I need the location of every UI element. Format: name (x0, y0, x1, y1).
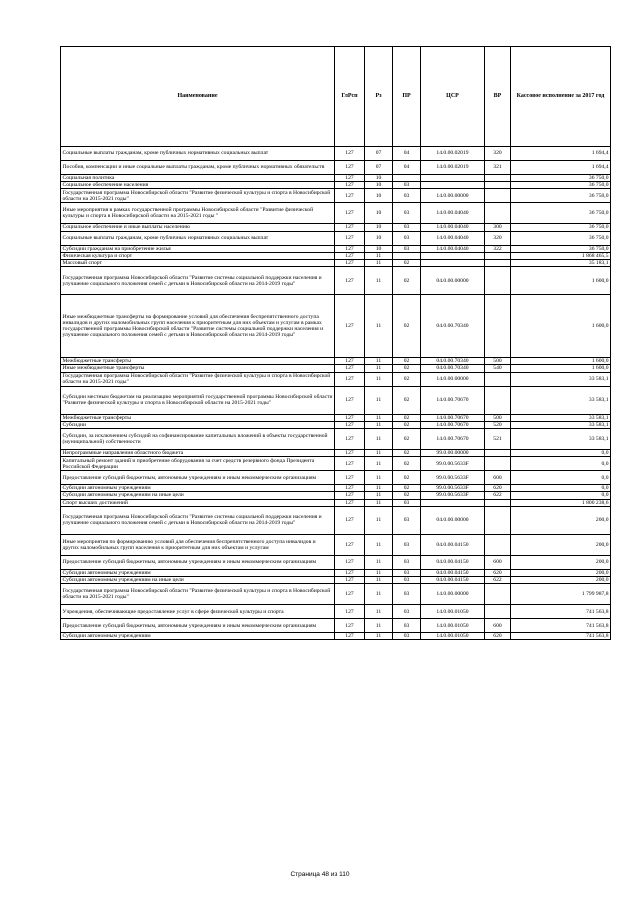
cell-rz: 11 (365, 252, 393, 259)
cell-csr: 04.0.00.70340 (421, 295, 485, 358)
cell-pr: 02 (393, 485, 421, 492)
cell-vr: 622 (485, 577, 511, 584)
cell-vr: 520 (485, 421, 511, 428)
cell-grs: 127 (335, 457, 365, 471)
table-row (61, 619, 611, 633)
cell-rz: 10 (365, 224, 393, 231)
table-header-row (61, 47, 611, 147)
cell-vr (485, 182, 511, 189)
cell-amount: 1 694,4 (511, 161, 611, 175)
cell-name: Государственная программа Новосибирской области "Развитие системы социальной поддержки населения и улучшение социального положения семей с детьми в Новосибирской области на 2014-2019 годы" (61, 267, 335, 295)
cell-name: Субсидии (61, 421, 335, 428)
cell-rz: 11 (365, 499, 393, 506)
cell-amount: 1 600,0 (511, 267, 611, 295)
cell-grs: 127 (335, 175, 365, 182)
cell-rz: 10 (365, 203, 393, 224)
cell-grs: 127 (335, 499, 365, 506)
cell-grs: 127 (335, 147, 365, 161)
cell-vr (485, 267, 511, 295)
cell-csr: 14.0.00.00000 (421, 372, 485, 386)
cell-csr: 14.0.00.01050 (421, 619, 485, 633)
cell-vr: 622 (485, 492, 511, 499)
table-row (61, 252, 611, 259)
cell-pr: 03 (393, 555, 421, 569)
cell-pr: 03 (393, 506, 421, 534)
cell-amount: 1 600,0 (511, 358, 611, 365)
cell-pr: 03 (393, 203, 421, 224)
cell-pr: 04 (393, 147, 421, 161)
cell-pr (393, 175, 421, 182)
cell-amount: 0,0 (511, 457, 611, 471)
cell-pr: 02 (393, 365, 421, 372)
cell-vr: 500 (485, 414, 511, 421)
cell-grs: 127 (335, 252, 365, 259)
cell-vr: 320 (485, 231, 511, 245)
cell-rz: 07 (365, 147, 393, 161)
cell-amount: 1 800 238,6 (511, 499, 611, 506)
table-row (61, 224, 611, 231)
cell-vr (485, 203, 511, 224)
cell-vr (485, 450, 511, 457)
cell-amount: 36 750,0 (511, 231, 611, 245)
cell-amount: 36 750,0 (511, 224, 611, 231)
cell-amount: 741 563,8 (511, 619, 611, 633)
cell-rz: 11 (365, 619, 393, 633)
cell-csr: 14.0.00.70670 (421, 421, 485, 428)
cell-pr: 02 (393, 267, 421, 295)
header-csr: ЦСР (421, 47, 485, 147)
cell-amount: 1 600,0 (511, 295, 611, 358)
cell-grs: 127 (335, 358, 365, 365)
cell-rz: 10 (365, 231, 393, 245)
page-number: Страница 48 из 110 (290, 871, 350, 878)
cell-vr: 500 (485, 358, 511, 365)
cell-pr: 02 (393, 358, 421, 365)
cell-grs: 127 (335, 619, 365, 633)
header-amount: Кассовое исполнение за 2017 год (511, 47, 611, 147)
cell-name: Социальное обеспечение населения (61, 182, 335, 189)
cell-vr (485, 534, 511, 555)
cell-csr: 99.0.00.5633F (421, 457, 485, 471)
cell-rz: 11 (365, 414, 393, 421)
cell-amount: 200,0 (511, 506, 611, 534)
cell-rz: 11 (365, 260, 393, 267)
table-row (61, 414, 611, 421)
cell-rz: 11 (365, 267, 393, 295)
table-row (61, 267, 611, 295)
cell-vr: 600 (485, 555, 511, 569)
cell-rz: 11 (365, 569, 393, 576)
cell-csr: 14.0.00.70670 (421, 386, 485, 414)
cell-rz: 10 (365, 175, 393, 182)
cell-pr: 02 (393, 386, 421, 414)
cell-grs: 127 (335, 577, 365, 584)
table-row (61, 506, 611, 534)
cell-name: Государственная программа Новосибирской области "Развитие системы социальной поддержки населения и улучшение социального положения семей с детьми в Новосибирской области на 2014-2019 годы" (61, 506, 335, 534)
cell-name: Учреждения, обеспечивающие предоставление услуг в сфере физической культуры и спорта (61, 605, 335, 619)
cell-name: Государственная программа Новосибирской области "Развитие физической культуры и спорта в Новосибирской области на 2015-2021 годы" (61, 189, 335, 203)
cell-name: Социальные выплаты гражданам, кроме публичных нормативных социальных выплат (61, 147, 335, 161)
cell-csr: 04.0.00.04150 (421, 555, 485, 569)
cell-grs: 127 (335, 295, 365, 358)
cell-grs: 127 (335, 569, 365, 576)
header-grs: ГлРсп (335, 47, 365, 147)
cell-csr: 14.0.00.00000 (421, 189, 485, 203)
cell-vr (485, 175, 511, 182)
cell-grs: 127 (335, 633, 365, 640)
cell-csr: 99.0.00.5633F (421, 471, 485, 485)
cell-grs: 127 (335, 485, 365, 492)
cell-rz: 11 (365, 450, 393, 457)
cell-amount: 1 799 987,8 (511, 584, 611, 605)
cell-csr (421, 499, 485, 506)
cell-grs: 127 (335, 534, 365, 555)
cell-name: Субсидии гражданам на приобретение жилья (61, 245, 335, 252)
table-row (61, 147, 611, 161)
cell-amount: 741 563,8 (511, 605, 611, 619)
cell-csr: 14.0.00.01050 (421, 633, 485, 640)
cell-csr: 14.0.00.70670 (421, 429, 485, 450)
cell-csr: 99.0.00.00000 (421, 450, 485, 457)
cell-rz: 11 (365, 457, 393, 471)
cell-name: Непрограммные направления областного бюджета (61, 450, 335, 457)
cell-vr (485, 506, 511, 534)
cell-pr: 02 (393, 295, 421, 358)
cell-csr: 14.0.00.00000 (421, 584, 485, 605)
cell-vr (485, 499, 511, 506)
cell-pr: 03 (393, 231, 421, 245)
cell-pr: 03 (393, 534, 421, 555)
cell-name: Предоставление субсидий бюджетным, автономным учреждениям и иным некоммерческим организациям (61, 619, 335, 633)
cell-name: Капитальный ремонт зданий и приобретение оборудования за счет средств резервного фонда Президента Российской Федерации (61, 457, 335, 471)
cell-pr (393, 252, 421, 259)
cell-rz: 11 (365, 506, 393, 534)
cell-vr (485, 252, 511, 259)
cell-amount: 1 600,0 (511, 365, 611, 372)
cell-vr (485, 386, 511, 414)
cell-pr: 02 (393, 492, 421, 499)
table-row (61, 203, 611, 224)
cell-amount: 741 563,8 (511, 633, 611, 640)
cell-rz: 11 (365, 429, 393, 450)
cell-csr: 04.0.00.70340 (421, 358, 485, 365)
cell-csr (421, 252, 485, 259)
table-row (61, 231, 611, 245)
cell-amount: 200,0 (511, 555, 611, 569)
cell-amount: 1 694,4 (511, 147, 611, 161)
cell-rz: 11 (365, 372, 393, 386)
cell-rz: 11 (365, 358, 393, 365)
table-row (61, 555, 611, 569)
cell-grs: 127 (335, 182, 365, 189)
cell-grs: 127 (335, 584, 365, 605)
cell-pr: 03 (393, 499, 421, 506)
cell-pr: 02 (393, 260, 421, 267)
cell-amount: 33 583,1 (511, 421, 611, 428)
cell-csr: 04.0.00.00000 (421, 267, 485, 295)
cell-name: Социальное обеспечение и иные выплаты населению (61, 224, 335, 231)
cell-rz: 07 (365, 161, 393, 175)
cell-amount: 36 750,0 (511, 182, 611, 189)
cell-rz: 11 (365, 485, 393, 492)
cell-amount: 36 750,0 (511, 189, 611, 203)
cell-vr: 600 (485, 471, 511, 485)
cell-name: Государственная программа Новосибирской области "Развитие физической культуры и спорта в Новосибирской области на 2015-2021 годы" (61, 372, 335, 386)
cell-pr: 02 (393, 414, 421, 421)
cell-amount: 33 583,1 (511, 429, 611, 450)
cell-name: Субсидии автономным учреждениям на иные цели (61, 577, 335, 584)
cell-amount: 36 750,0 (511, 245, 611, 252)
table-row (61, 633, 611, 640)
cell-vr: 300 (485, 224, 511, 231)
header-rz: Рз (365, 47, 393, 147)
cell-vr (485, 295, 511, 358)
cell-vr: 321 (485, 161, 511, 175)
table-row (61, 372, 611, 386)
cell-amount: 200,0 (511, 569, 611, 576)
cell-csr: 14.0.00.04040 (421, 231, 485, 245)
cell-amount: 36 750,0 (511, 175, 611, 182)
cell-csr (421, 260, 485, 267)
table-row (61, 457, 611, 471)
cell-grs: 127 (335, 450, 365, 457)
cell-csr: 14.0.00.04040 (421, 224, 485, 231)
cell-pr: 02 (393, 429, 421, 450)
cell-grs: 127 (335, 471, 365, 485)
cell-rz: 11 (365, 492, 393, 499)
cell-name: Межбюджетные трансферты (61, 414, 335, 421)
cell-name: Иные межбюджетные трансферты на формирование условий для обеспечения беспрепятственного доступа инвалидов и других маломобильных групп населения к приоритетным для них объектам и услугам в рамках государственной программы Новосибирской области "Развитие системы социальной поддержки населения и улучшение социального положения семей с детьми в Новосибирской области на 2014-2019 годы" (61, 295, 335, 358)
cell-csr (421, 182, 485, 189)
cell-vr (485, 584, 511, 605)
cell-name: Межбюджетные трансферты (61, 358, 335, 365)
cell-grs: 127 (335, 429, 365, 450)
cell-csr (421, 175, 485, 182)
cell-grs: 127 (335, 506, 365, 534)
cell-rz: 11 (365, 555, 393, 569)
cell-pr: 03 (393, 619, 421, 633)
cell-grs: 127 (335, 203, 365, 224)
cell-pr: 03 (393, 605, 421, 619)
cell-name: Иные межбюджетные трансферты (61, 365, 335, 372)
cell-vr: 540 (485, 365, 511, 372)
cell-amount: 0,0 (511, 485, 611, 492)
table-row (61, 182, 611, 189)
table-row (61, 175, 611, 182)
cell-grs: 127 (335, 386, 365, 414)
cell-grs: 127 (335, 605, 365, 619)
cell-pr: 02 (393, 471, 421, 485)
cell-vr: 322 (485, 245, 511, 252)
cell-name: Субсидии местным бюджетам на реализацию мероприятий государственной программы Новосибирской области "Развитие физической культуры и спорта в Новосибирской области на 2015-2021 годы" (61, 386, 335, 414)
cell-pr: 03 (393, 633, 421, 640)
cell-csr: 14.0.00.04040 (421, 203, 485, 224)
table-row (61, 577, 611, 584)
header-vr: ВР (485, 47, 511, 147)
table-row (61, 492, 611, 499)
cell-csr: 04.0.00.04150 (421, 534, 485, 555)
cell-grs: 127 (335, 189, 365, 203)
cell-vr (485, 457, 511, 471)
cell-amount: 35 183,1 (511, 260, 611, 267)
cell-amount: 33 583,1 (511, 372, 611, 386)
cell-name: Иные мероприятия в рамках государственной программы Новосибирской области "Развитие физической культуры и спорта в Новосибирской области на 2015-2021 годы " (61, 203, 335, 224)
cell-amount: 200,0 (511, 534, 611, 555)
cell-grs: 127 (335, 555, 365, 569)
cell-vr (485, 189, 511, 203)
table-row (61, 569, 611, 576)
cell-vr (485, 260, 511, 267)
cell-grs: 127 (335, 492, 365, 499)
cell-grs: 127 (335, 231, 365, 245)
cell-grs: 127 (335, 245, 365, 252)
cell-vr: 620 (485, 569, 511, 576)
cell-grs: 127 (335, 414, 365, 421)
cell-grs: 127 (335, 267, 365, 295)
cell-csr: 04.0.00.04150 (421, 577, 485, 584)
table-row (61, 534, 611, 555)
cell-csr: 14.0.00.02019 (421, 161, 485, 175)
table-row (61, 421, 611, 428)
table-row (61, 605, 611, 619)
cell-pr: 04 (393, 161, 421, 175)
table-row (61, 245, 611, 252)
table-row (61, 499, 611, 506)
cell-rz: 11 (365, 365, 393, 372)
cell-grs: 127 (335, 224, 365, 231)
cell-pr: 03 (393, 584, 421, 605)
cell-name: Субсидии автономным учреждениям (61, 569, 335, 576)
cell-amount: 0,0 (511, 471, 611, 485)
cell-vr: 620 (485, 485, 511, 492)
cell-vr: 320 (485, 147, 511, 161)
cell-name: Предоставление субсидий бюджетным, автономным учреждениям и иным некоммерческим организациям (61, 555, 335, 569)
table-row (61, 450, 611, 457)
cell-grs: 127 (335, 372, 365, 386)
cell-rz: 11 (365, 386, 393, 414)
table-row (61, 295, 611, 358)
cell-name: Социальные выплаты гражданам, кроме публичных нормативных социальных выплат (61, 231, 335, 245)
cell-amount: 33 583,1 (511, 414, 611, 421)
cell-rz: 11 (365, 577, 393, 584)
cell-csr: 99.0.00.5633F (421, 485, 485, 492)
cell-pr: 03 (393, 189, 421, 203)
table-row (61, 386, 611, 414)
cell-grs: 127 (335, 260, 365, 267)
table-row (61, 189, 611, 203)
cell-amount: 36 750,0 (511, 203, 611, 224)
cell-name: Предоставление субсидий бюджетным, автономным учреждениям и иным некоммерческим организациям (61, 471, 335, 485)
cell-rz: 11 (365, 295, 393, 358)
cell-pr: 03 (393, 577, 421, 584)
cell-pr: 02 (393, 450, 421, 457)
cell-csr: 14.0.00.70670 (421, 414, 485, 421)
cell-csr: 14.0.00.04040 (421, 245, 485, 252)
cell-amount: 0,0 (511, 492, 611, 499)
cell-name: Субсидии, за исключением субсидий на софинансирование капитальных вложений в объекты государственной (муниципальной) собственности (61, 429, 335, 450)
cell-rz: 10 (365, 245, 393, 252)
cell-pr: 02 (393, 457, 421, 471)
cell-csr: 04.0.00.00000 (421, 506, 485, 534)
header-name: Наименование (61, 47, 335, 147)
cell-rz: 11 (365, 605, 393, 619)
table-row (61, 485, 611, 492)
table-body (61, 147, 611, 640)
cell-grs: 127 (335, 421, 365, 428)
budget-table (60, 46, 611, 640)
table-row (61, 365, 611, 372)
cell-vr: 521 (485, 429, 511, 450)
cell-name: Иные мероприятия по формированию условий для обеспечения беспрепятственного доступа инвалидов и других маломобильных групп населения к приоритетным для них объектам и услугам (61, 534, 335, 555)
cell-csr: 14.0.00.02019 (421, 147, 485, 161)
cell-amount: 1 868 465,5 (511, 252, 611, 259)
header-pr: ПР (393, 47, 421, 147)
cell-pr: 02 (393, 421, 421, 428)
cell-rz: 11 (365, 534, 393, 555)
cell-name: Физическая культура и спорт (61, 252, 335, 259)
cell-amount: 0,0 (511, 450, 611, 457)
cell-amount: 33 583,1 (511, 386, 611, 414)
cell-grs: 127 (335, 365, 365, 372)
cell-name: Субсидии автономным учреждениям на иные цели (61, 492, 335, 499)
cell-rz: 11 (365, 471, 393, 485)
cell-name: Спорт высших достижений (61, 499, 335, 506)
table-row (61, 471, 611, 485)
table-row (61, 358, 611, 365)
cell-vr: 600 (485, 619, 511, 633)
cell-name: Массовый спорт (61, 260, 335, 267)
cell-pr: 03 (393, 569, 421, 576)
cell-name: Государственная программа Новосибирской области "Развитие физической культуры и спорта в Новосибирской области на 2015-2021 годы" (61, 584, 335, 605)
cell-pr: 02 (393, 372, 421, 386)
table-row (61, 161, 611, 175)
cell-name: Пособия, компенсации и иные социальные выплаты гражданам, кроме публичных нормативных обязательств (61, 161, 335, 175)
cell-vr (485, 605, 511, 619)
cell-rz: 11 (365, 421, 393, 428)
table-row (61, 584, 611, 605)
cell-pr: 03 (393, 245, 421, 252)
table-row (61, 260, 611, 267)
cell-name: Субсидии автономным учреждениям (61, 633, 335, 640)
cell-name: Социальная политика (61, 175, 335, 182)
cell-vr (485, 372, 511, 386)
cell-csr: 04.0.00.70340 (421, 365, 485, 372)
cell-pr: 03 (393, 224, 421, 231)
cell-csr: 04.0.00.04150 (421, 569, 485, 576)
cell-amount: 200,0 (511, 577, 611, 584)
table-row (61, 429, 611, 450)
cell-rz: 10 (365, 182, 393, 189)
cell-csr: 14.0.00.01050 (421, 605, 485, 619)
cell-vr: 620 (485, 633, 511, 640)
cell-csr: 99.0.00.5633F (421, 492, 485, 499)
cell-rz: 10 (365, 189, 393, 203)
cell-rz: 11 (365, 584, 393, 605)
cell-pr: 03 (393, 182, 421, 189)
cell-grs: 127 (335, 161, 365, 175)
cell-rz: 11 (365, 633, 393, 640)
cell-name: Субсидии автономным учреждениям (61, 485, 335, 492)
